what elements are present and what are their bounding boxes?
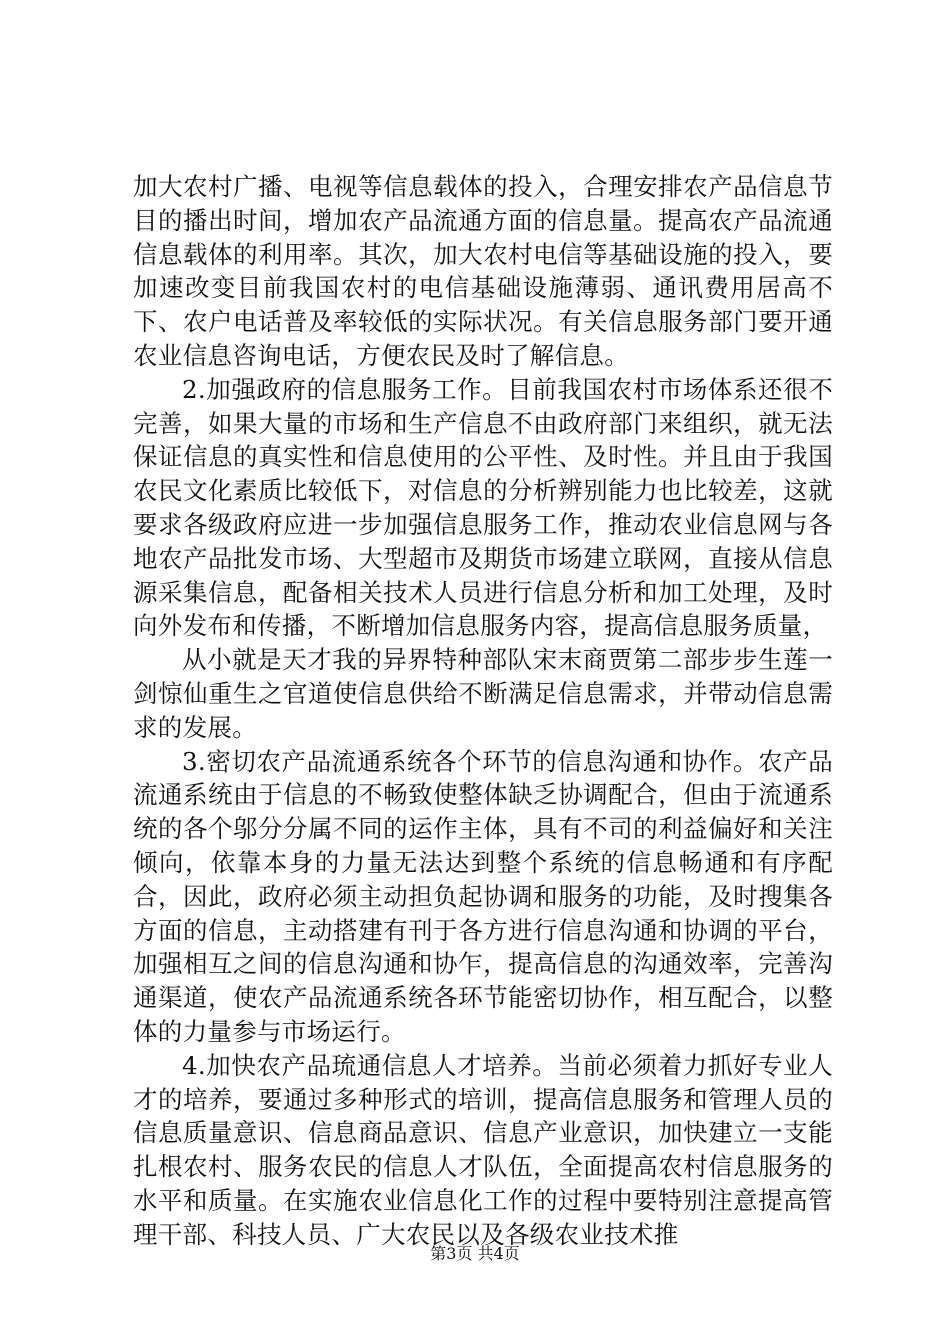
page-number-footer: 第3页 共4页 — [430, 1244, 520, 1263]
paragraph-intro: 加大农村广播、电视等信息载体的投入，合理安排农产品信息节目的播出时间，增加农产品流通方面的信息量。提高农产品流通信息载体的利用率。其次，加大农村电信等基础设施的投入，要加速改变目前我国农村的电信基础设施薄弱、通讯费用居高不下、农户电话普及率较低的实际状况。有关信息服务部门要开通农业信息咨询电话，方便农民及时了解信息。 — [133, 172, 833, 370]
paragraph-item-2: 2.加强政府的信息服务工作。目前我国农村市场体系还很不完善，如果大量的市场和生产信息不由政府部门来组织，就无法保证信息的真实性和信息使用的公平性、及时性。并且由于我国农民文化素质比较低下，对信息的分析辨别能力也比较差，这就要求各级政府应进一步加强信息服务工作，推动农业信息网与各地农产品批发市场、大型超市及期货市场建立联网，直接从信息源采集信息，配备相关技术人员进行信息分析和加工处理，及时向外发布和传播，不断增加信息服务内容，提高信息服务质量， — [133, 374, 833, 641]
paragraph-item-3: 3.密切农产品流通系统各个环节的信息沟通和协作。农产品流通系统由于信息的不畅致使整体缺乏协调配合，但由于流通系统的各个邬分分属不同的运作主体，具有不司的利益偏好和关注倾向，依靠本身的力量无法达到整个系统的信息畅通和有序配合，因此，政府必须主动担负起协调和服务的功能，及时搜集各方面的信息，主动搭建有刊于各方进行信息沟通和协调的平台，加强相互之间的信息沟通和协乍，提高信息的沟通效率，完善沟通渠道，使农产品流通系统各环节能密切协作，相互配合，以整体的力量参与市场运行。 — [133, 746, 833, 1046]
document-body — [133, 170, 833, 1252]
paragraph-item-4: 4.加快农产品琉通信息人才培养。当前必须着力抓好专业人才的培养，要通过多种形式的培训，提高信息服务和管理人员的信息质量意识、信息商品意识、信息产业意识，加快建立一支能扎根农村、服务农民的信息人才队伍，全面提高农村信息服务的水平和质量。在实施农业信息化工作的过程中要特别注意提高管理干部、科技人员、广大农民以及各级农业技术推 — [133, 1050, 833, 1249]
paragraph-inserted-text: 从小就是天才我的异界特种部队宋末商贾第二部步步生莲一剑惊仙重生之官道使信息供给不断满足信息需求，并带动信息需求的发展。 — [133, 645, 833, 742]
